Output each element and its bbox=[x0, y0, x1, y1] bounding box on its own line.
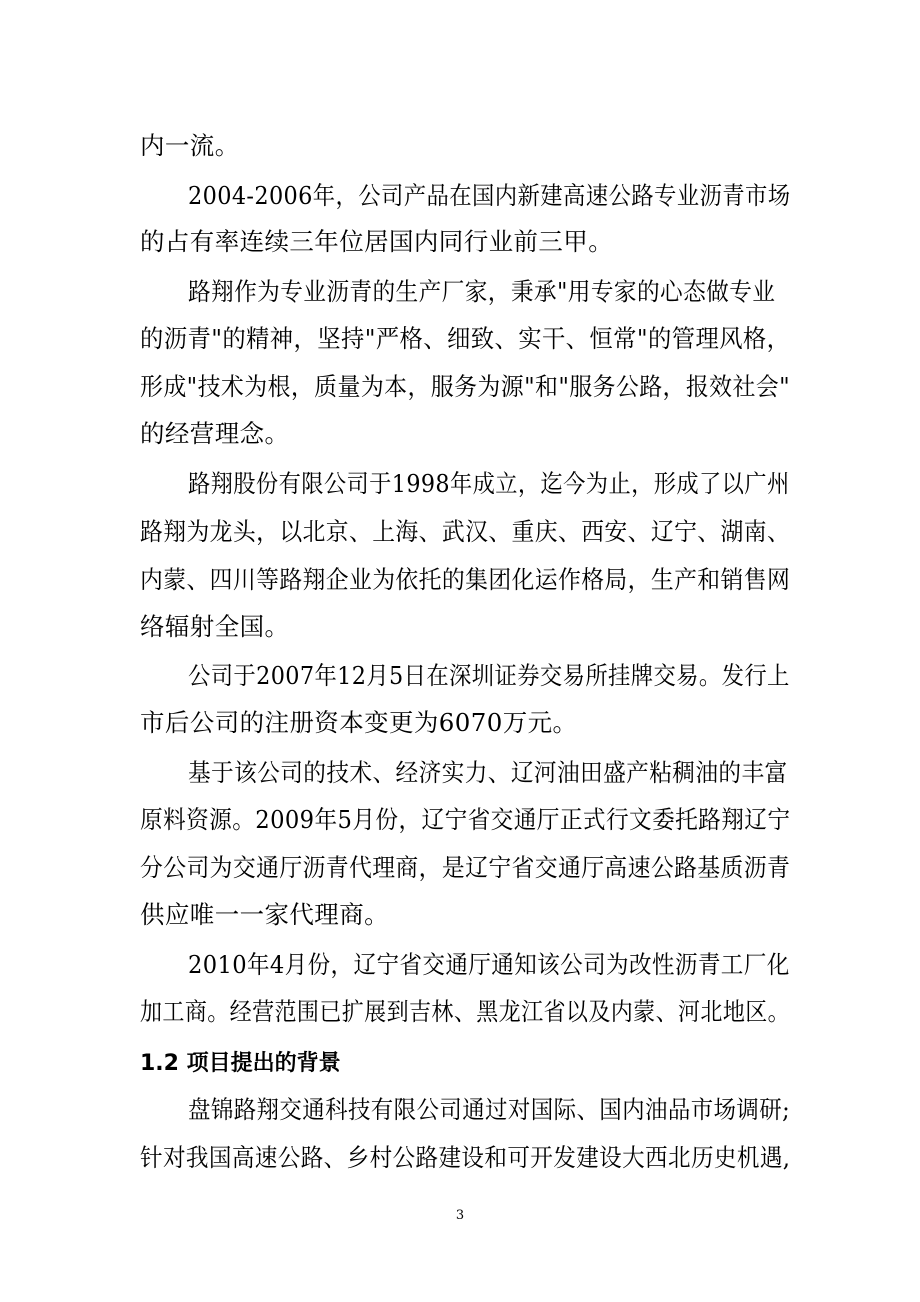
paragraph-line: 公司于2007年12月5日在深圳证券交易所挂牌交易。发行上 bbox=[188, 661, 790, 690]
paragraph-line: 市后公司的注册资本变更为6070万元。 bbox=[140, 708, 578, 737]
paragraph-line: 的经营理念。 bbox=[140, 419, 290, 448]
paragraph-line: 的占有率连续三年位居国内同行业前三甲。 bbox=[140, 227, 614, 256]
paragraph-line: 分公司为交通厅沥青代理商，是辽宁省交通厅高速公路基质沥青 bbox=[140, 853, 791, 882]
page-number: 3 bbox=[455, 1208, 465, 1223]
paragraph-line: 加工商。经营范围已扩展到吉林、黑龙江省以及内蒙、河北地区。 bbox=[140, 997, 791, 1026]
paragraph-line: 络辐射全国。 bbox=[140, 612, 290, 641]
paragraph-line: 盘锦路翔交通科技有限公司通过对国际、国内油品市场调研; bbox=[188, 1095, 791, 1124]
paragraph-line: 基于该公司的技术、经济实力、辽河油田盛产粘稠油的丰富 bbox=[188, 758, 788, 787]
paragraph-line: 内一流。 bbox=[140, 131, 240, 160]
paragraph-line: 原料资源。2009年5月份，辽宁省交通厅正式行文委托路翔辽宁 bbox=[140, 805, 791, 834]
paragraph-line: 2010年4月份，辽宁省交通厅通知该公司为改性沥青工厂化 bbox=[188, 950, 790, 979]
paragraph-line: 路翔股份有限公司于1998年成立，迄今为止，形成了以广州 bbox=[188, 469, 790, 498]
paragraph-line: 路翔作为专业沥青的生产厂家，秉承"用专家的心态做专业 bbox=[188, 277, 776, 306]
paragraph-line: 针对我国高速公路、乡村公路建设和可开发建设大西北历史机遇, bbox=[140, 1143, 791, 1172]
section-heading: 1.2 项目提出的背景 bbox=[140, 1051, 341, 1076]
paragraph-line: 路翔为龙头，以北京、上海、武汉、重庆、西安、辽宁、湖南、 bbox=[140, 517, 791, 546]
paragraph-line: 供应唯一一家代理商。 bbox=[140, 900, 389, 929]
paragraph-line: 2004-2006年，公司产品在国内新建高速公路专业沥青市场 bbox=[188, 181, 791, 210]
paragraph-line: 内蒙、四川等路翔企业为依托的集团化运作格局，生产和销售网 bbox=[140, 565, 791, 594]
paragraph-line: 的沥青"的精神，坚持"严格、细致、实干、恒常"的管理风格， bbox=[140, 324, 791, 353]
paragraph-line: 形成"技术为根，质量为本，服务为源"和"服务公路，报效社会" bbox=[140, 372, 791, 401]
